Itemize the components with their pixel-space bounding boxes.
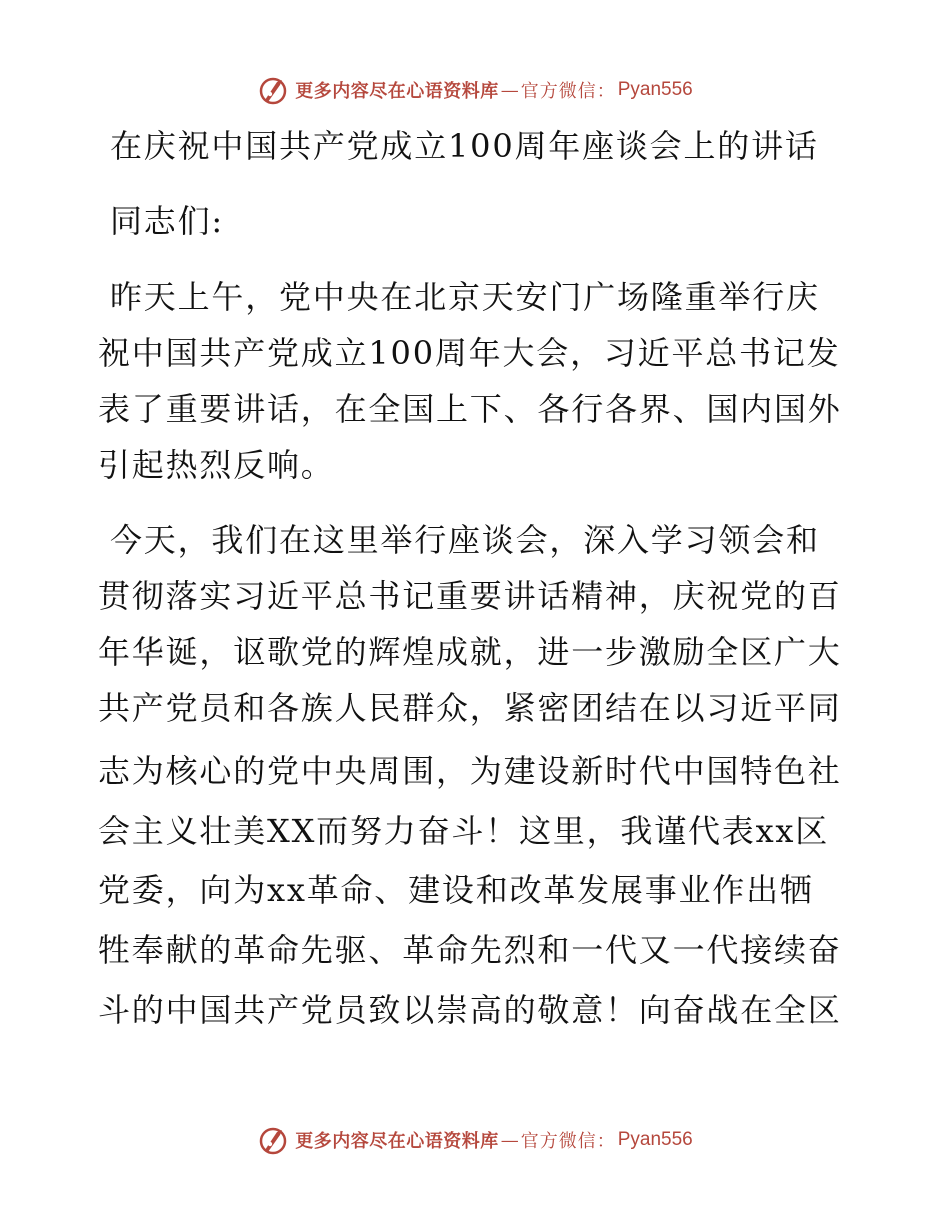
paragraph2-line: 牲奉献的革命先驱、革命先烈和一代又一代接续奋 — [98, 931, 842, 969]
paragraph2-line: 斗的中国共产党员致以崇高的敬意！向奋战在全区 — [98, 991, 842, 1029]
banner-official-text: 官方微信： — [520, 81, 616, 102]
paragraph2-line: 今天，我们在这里举行座谈会，深入学习领会和 — [110, 521, 820, 559]
paragraph2-line: 党委，向为xx革命、建设和改革发展事业作出牺 — [98, 871, 814, 909]
header-banner — [0, 70, 950, 110]
paragraph2-line: 志为核心的党中央周围，为建设新时代中国特色社 — [98, 752, 842, 790]
banner-official-text: 官方微信： — [520, 1131, 616, 1152]
paragraph2-line: 年华诞，讴歌党的辉煌成就，进一步激励全区广大 — [98, 633, 842, 671]
pen-logo-icon — [257, 74, 289, 106]
banner-main-text: 更多内容尽在心语资料库 — [295, 1131, 499, 1152]
document-title: 在庆祝中国共产党成立100周年座谈会上的讲话 — [110, 127, 819, 165]
banner-dash: — — [500, 79, 519, 101]
banner-main-text: 更多内容尽在心语资料库 — [295, 81, 499, 102]
paragraph1-line: 表了重要讲话，在全国上下、各行各界、国内国外 — [98, 390, 842, 428]
banner-dash: — — [500, 1129, 519, 1151]
salutation: 同志们: — [110, 202, 224, 240]
footer-banner — [0, 1120, 950, 1160]
paragraph1-line: 引起热烈反响。 — [98, 446, 335, 484]
paragraph1-line: 祝中国共产党成立100周年大会，习近平总书记发 — [98, 334, 841, 372]
paragraph2-line: 共产党员和各族人民群众，紧密团结在以习近平同 — [98, 689, 842, 727]
paragraph1-line: 昨天上午，党中央在北京天安门广场隆重举行庆 — [110, 278, 820, 316]
paragraph2-line: 会主义壮美XX而努力奋斗！这里，我谨代表xx区 — [98, 812, 830, 850]
paragraph2-line: 贯彻落实习近平总书记重要讲话精神，庆祝党的百 — [98, 577, 842, 615]
banner-handle: Pyan556 — [617, 1129, 693, 1150]
pen-logo-icon — [257, 1124, 289, 1156]
banner-handle: Pyan556 — [617, 79, 693, 100]
